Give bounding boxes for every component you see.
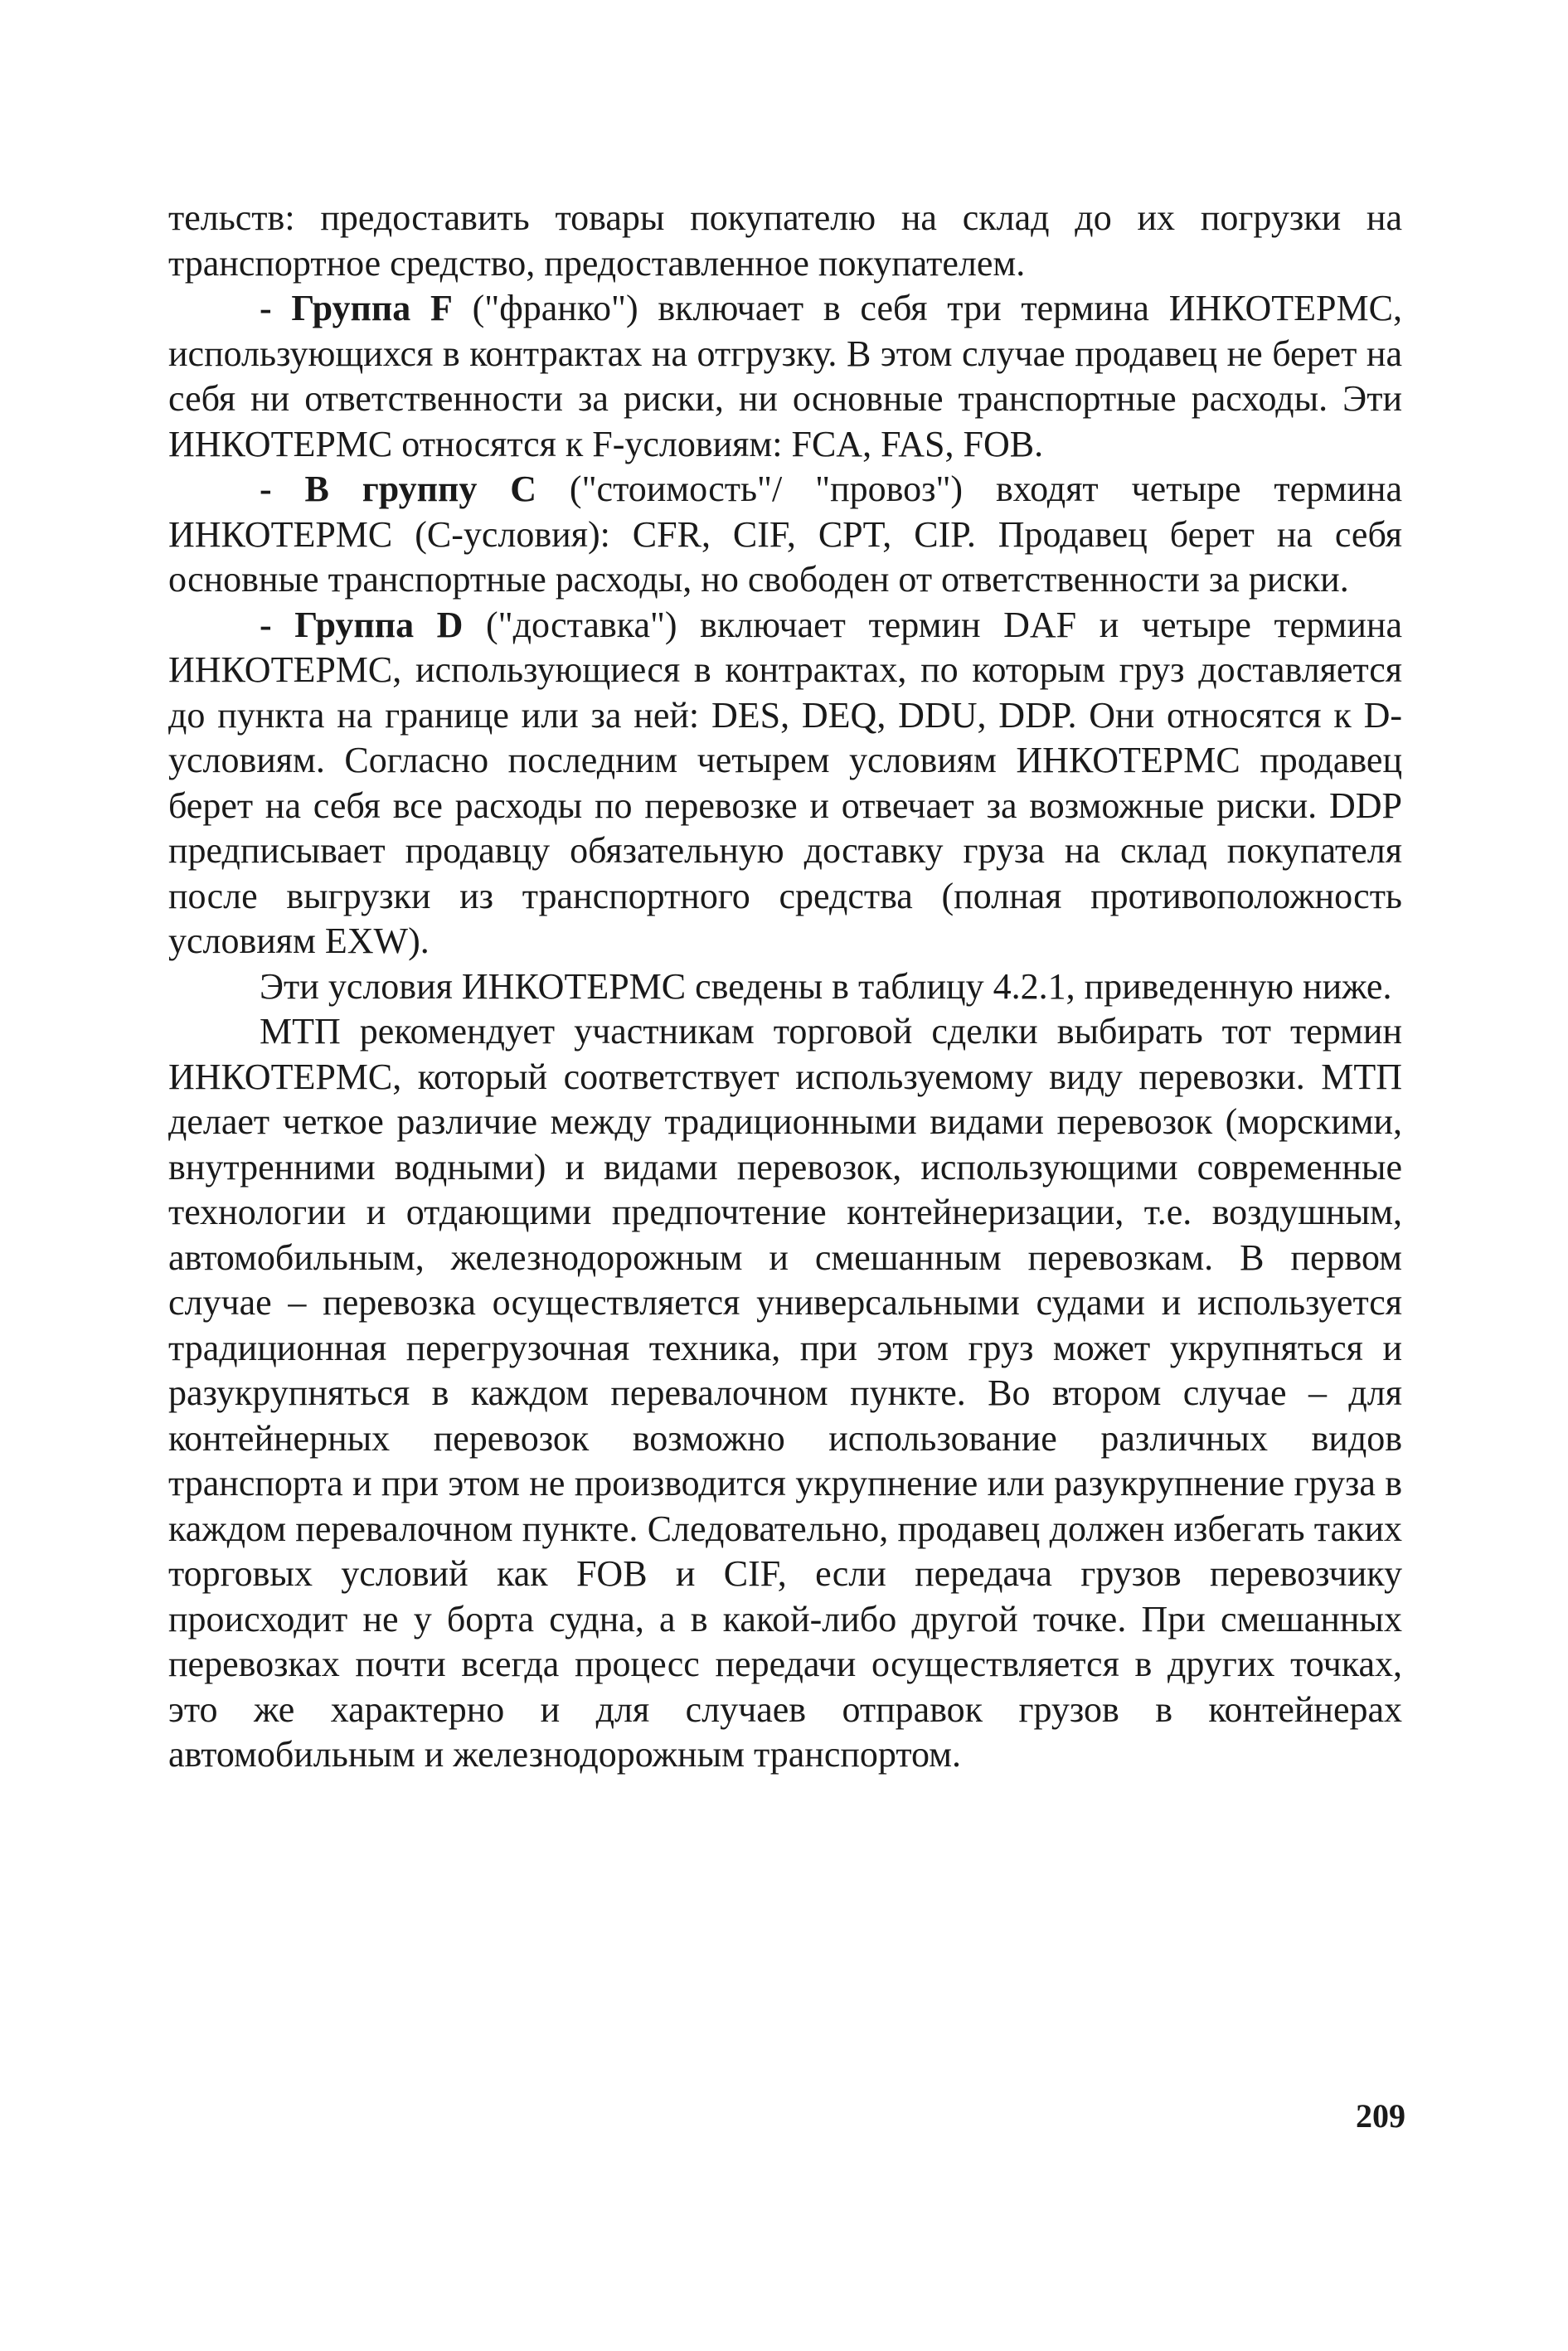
paragraph-text: Эти условия ИНКОТЕРМС сведены в таблицу 4.2.1, приведенную ниже. (260, 965, 1392, 1007)
page-number: 209 (1356, 2097, 1405, 2135)
paragraph-lead: - В группу C (260, 469, 537, 509)
paragraph-group-d (168, 603, 1402, 964)
body-text (168, 196, 1402, 1778)
paragraph-table-reference (168, 964, 1402, 1010)
paragraph-text: ("доставка") включает термин DAF и четыре термина ИНКОТЕРМС, использующиеся в контрактах, по которым груз доставляется до пункта на границе или за ней: DES, DEQ, DDU, DDP. Они относятся к D-условиям. Согласно последним четырем условиям ИНКОТЕРМС продавец берет на себя все расходы по перевозке и отвечает за возможные риски. DDP предписывает продавцу обязательную доставку груза на склад покупателя после выгрузки из транспортного средства (полная противоположность условиям EXW). (168, 604, 1402, 961)
paragraph-lead: - Группа D (260, 604, 464, 645)
paragraph-lead: - Группа F (260, 288, 453, 328)
paragraph-text: тельств: предоставить товары покупателю на склад до их погрузки на транспортное средство, предоставленное покупателем. (168, 197, 1402, 284)
paragraph-group-f (168, 286, 1402, 467)
paragraph-continuation (168, 196, 1402, 286)
paragraph-text: ("франко") включает в себя три термина ИНКОТЕРМС, использующихся в контрактах на отгрузку. В этом случае продавец не берет на себя ни ответственности за риски, ни основные транспортные расходы. Эти ИНКОТЕРМС относятся к F-условиям: FCA, FAS, FOB. (168, 288, 1402, 464)
paragraph-text: МТП рекомендует участникам торговой сделки выбирать тот термин ИНКОТЕРМС, который соответствует используемому виду перевозки. МТП делает четкое различие между традиционными видами перевозок (морскими, внутренними водными) и видами перевозок, использующими современные технологии и отдающими предпочтение контейнеризации, т.е. воздушным, автомобильным, железнодорожным и смешанным перевозкам. В первом случае – перевозка осуществляется универсальными судами и используется традиционная перегрузочная техника, при этом груз может укрупняться и разукрупняться в каждом перевалочном пункте. Во втором случае – для контейнерных перевозок возможно использование различных видов транспорта и при этом не производится укрупнение или разукрупнение груза в каждом перевалочном пункте. Следовательно, продавец должен избегать таких торговых условий как FOB и CIF, если передача грузов перевозчику происходит не у борта судна, а в какой-либо другой точке. При смешанных перевозках почти всегда процесс передачи осуществляется в других точках, это же характерно и для случаев отправок грузов в контейнерах автомобильным и железнодорожным транспортом. (168, 1011, 1402, 1775)
paragraph-group-c (168, 467, 1402, 603)
paragraph-icc-recommendation (168, 1009, 1402, 1778)
paragraph-text: ("стоимость"/ "провоз") входят четыре термина ИНКОТЕРМС (C-условия): CFR, CIF, CPT, CIP. Продавец берет на себя основные транспортные расходы, но свободен от ответственности за риски. (168, 469, 1402, 600)
